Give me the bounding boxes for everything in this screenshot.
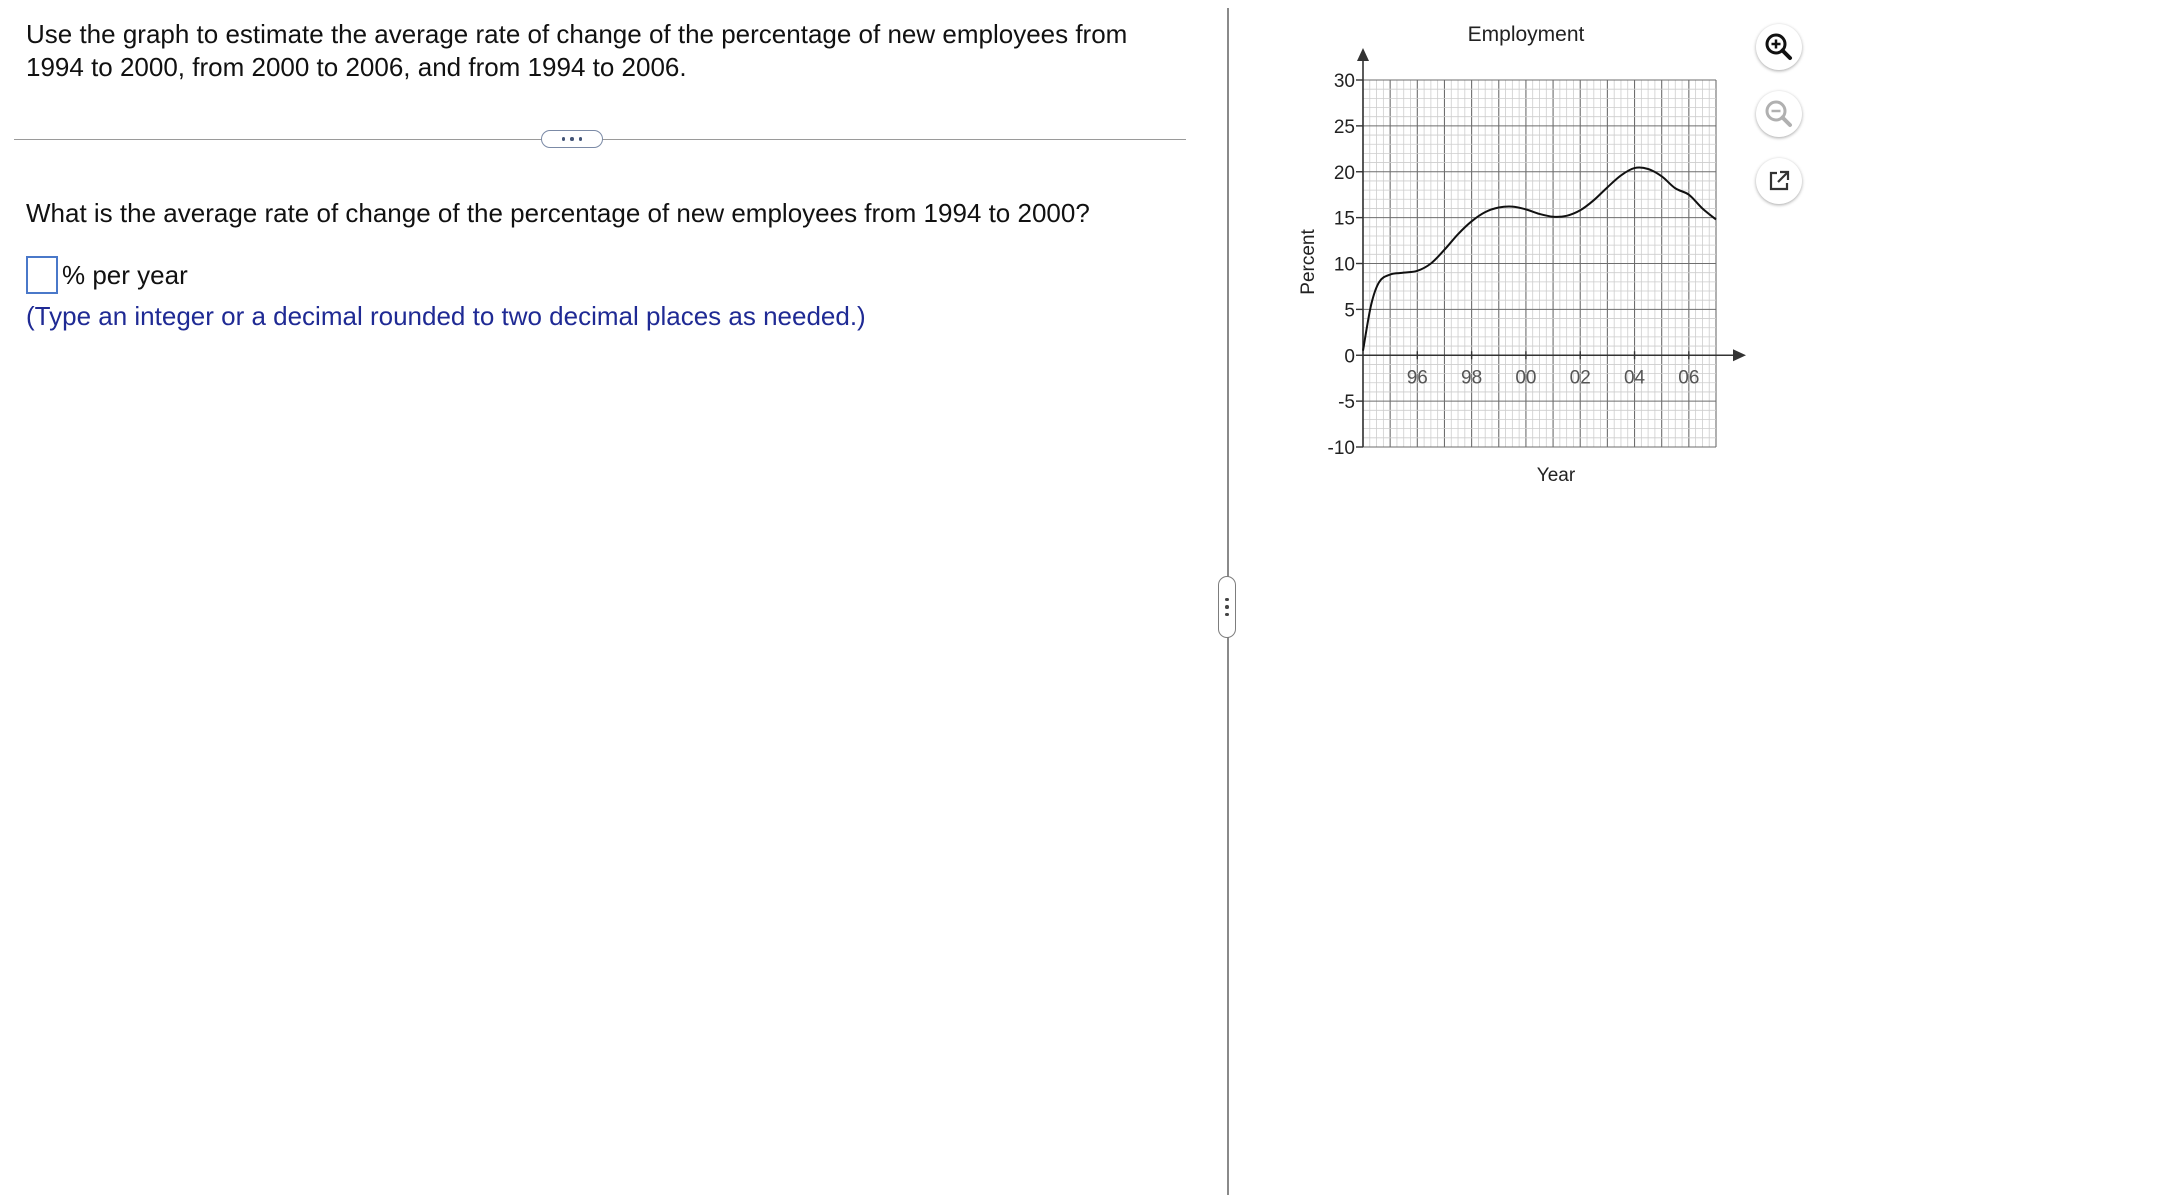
zoom-in-icon: [1763, 31, 1795, 63]
zoom-in-button[interactable]: [1756, 24, 1802, 70]
y-axis-label: Percent: [1298, 229, 1319, 295]
y-tick-label: -5: [1338, 392, 1355, 414]
pane-resize-handle-icon: [1225, 598, 1229, 602]
answer-input[interactable]: [26, 256, 58, 294]
question-text: What is the average rate of change of the percentage of new employees from 1994 to 2000?: [26, 198, 1090, 228]
unit-label: % per year: [62, 259, 188, 290]
pane-resize-handle[interactable]: [1218, 576, 1236, 638]
x-tick-label: 02: [1569, 367, 1591, 389]
y-tick-label: 10: [1333, 254, 1355, 276]
employment-chart: [1270, 14, 1790, 494]
expand-more-dots-button[interactable]: [541, 130, 603, 148]
x-axis-label: Year: [1536, 465, 1576, 486]
y-tick-label: 25: [1333, 116, 1355, 138]
popout-button[interactable]: [1756, 158, 1802, 204]
x-tick-label: 04: [1623, 367, 1646, 389]
zoom-out-icon: [1763, 98, 1795, 130]
zoom-out-button[interactable]: [1756, 91, 1802, 137]
x-tick-label: 96: [1406, 367, 1428, 389]
y-tick-label: 5: [1344, 300, 1355, 322]
popout-icon: [1765, 167, 1793, 195]
chart-title: Employment: [1467, 23, 1585, 46]
x-tick-label: 06: [1678, 367, 1700, 389]
problem-statement: Use the graph to estimate the average rate of change of the percentage of new employees from 1994 to 2000, from 2000 to 2006, and from 1994 to 2006.: [26, 19, 1128, 82]
more-dots-icon: [562, 137, 566, 141]
y-tick-label: -10: [1327, 438, 1355, 459]
y-tick-label: 30: [1333, 71, 1355, 92]
y-tick-label: 20: [1333, 162, 1355, 184]
x-tick-label: 00: [1515, 367, 1537, 389]
y-axis-arrow-icon: [1357, 48, 1369, 61]
y-tick-label: 0: [1344, 346, 1355, 368]
y-tick-label: 15: [1333, 208, 1355, 230]
x-axis-arrow-icon: [1733, 349, 1746, 361]
answer-row: [26, 256, 188, 294]
answer-format-hint: (Type an integer or a decimal rounded to two decimal places as needed.): [26, 301, 866, 331]
x-tick-label: 98: [1461, 367, 1483, 389]
